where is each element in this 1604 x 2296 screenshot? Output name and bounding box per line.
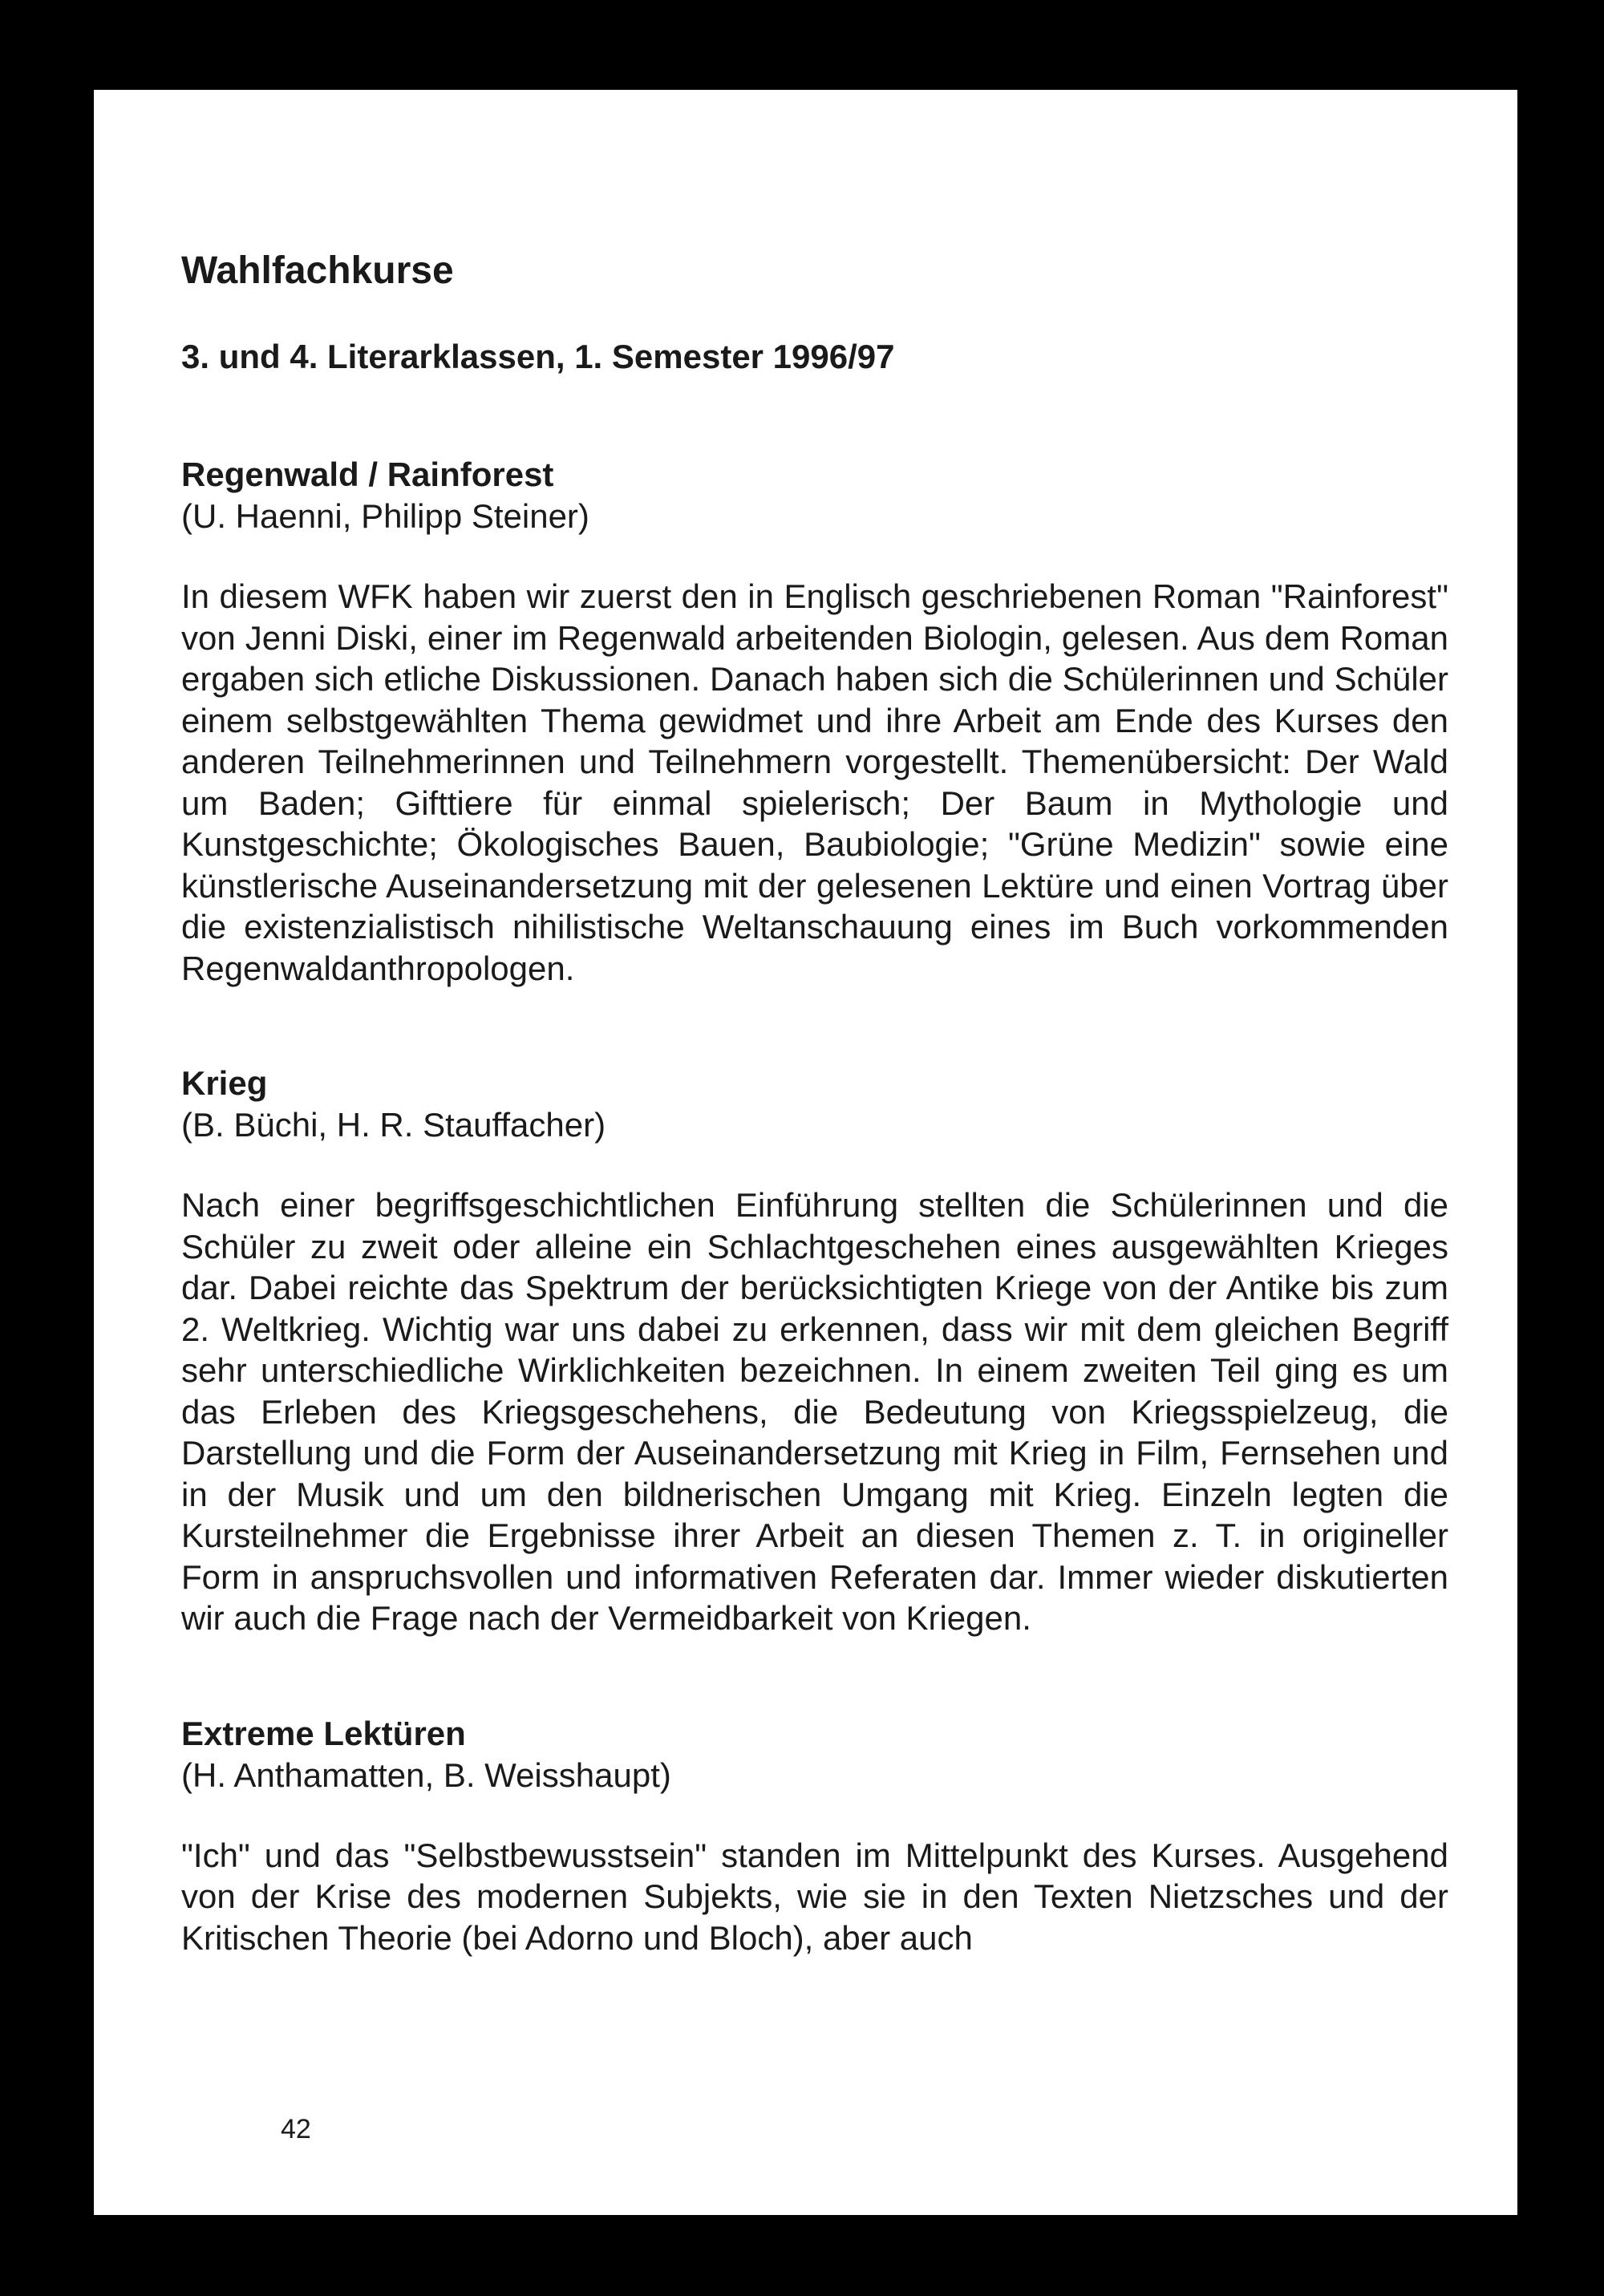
section-title: Extreme Lektüren bbox=[181, 1714, 466, 1752]
section-extreme-lektueren bbox=[181, 1713, 1448, 1959]
page-number: 42 bbox=[281, 2114, 311, 2144]
section-body: In diesem WFK haben wir zuerst den in Englisch geschriebenen Roman "Rainforest" von Jenni Diski, einer im Regenwald arbeitenden Biologin, gelesen. Aus dem Roman ergaben sich etliche Diskussionen. Danach haben sich die Schülerinnen und Schüler einem selbstgewählten Thema gewidmet und ihre Arbeit am Ende des Kurses den anderen Teilnehmerinnen und Teilnehmern vorgestellt. Themenübersicht: Der Wald um Baden; Gifttiere für einmal spielerisch; Der Baum in Mythologie und Kunstgeschichte; Ökologisches Bauen, Baubiologie; "Grüne Medizin" sowie eine künstlerische Auseinandersetzung mit der gelesenen Lektüre und einen Vortrag über die existenzialistisch nihilistische Weltanschauung eines im Buch vorkommenden Regenwaldanthropologen. bbox=[181, 577, 1448, 987]
document-subtitle: 3. und 4. Literarklassen, 1. Semester 1996/97 bbox=[181, 338, 895, 375]
section-body: "Ich" und das "Selbstbewusstsein" standen im Mittelpunkt des Kurses. Ausgehend von der Krise des modernen Subjekts, wie sie in den Texten Nietzsches und der Kritischen Theorie (bei Adorno und Bloch), aber auch bbox=[181, 1836, 1448, 1957]
document-title: Wahlfachkurse bbox=[181, 249, 454, 292]
section-title: Krieg bbox=[181, 1064, 268, 1102]
section-body: Nach einer begriffsgeschichtlichen Einführung stellten die Schülerinnen und die Schüler zu zweit oder alleine ein Schlachtgeschehen eines ausgewählten Krieges dar. Dabei reichte das Spektrum der berücksichtigten Kriege von der Antike bis zum 2. Weltkrieg. Wichtig war uns dabei zu erkennen, dass wir mit dem gleichen Begriff sehr unterschiedliche Wirklichkeiten bezeichnen. In einem zweiten Teil ging es um das Erleben des Kriegsgeschehens, die Bedeutung von Kriegsspielzeug, die Darstellung und die Form der Auseinandersetzung mit Krieg in Film, Fernsehen und in der Musik und um den bildnerischen Umgang mit Krieg. Einzeln legten die Kursteilnehmer die Ergebnisse ihrer Arbeit an diesen Themen z. T. in origineller Form in anspruchsvollen und informativen Referaten dar. Immer wieder diskutierten wir auch die Frage nach der Vermeidbarkeit von Kriegen. bbox=[181, 1186, 1448, 1637]
document-content bbox=[181, 152, 1448, 1958]
section-authors: (B. Büchi, H. R. Stauffacher) bbox=[181, 1106, 606, 1144]
section-regenwald bbox=[181, 454, 1448, 989]
section-authors: (U. Haenni, Philipp Steiner) bbox=[181, 497, 589, 535]
section-krieg bbox=[181, 1063, 1448, 1639]
section-authors: (H. Anthamatten, B. Weisshaupt) bbox=[181, 1755, 671, 1794]
section-title: Regenwald / Rainforest bbox=[181, 456, 554, 493]
